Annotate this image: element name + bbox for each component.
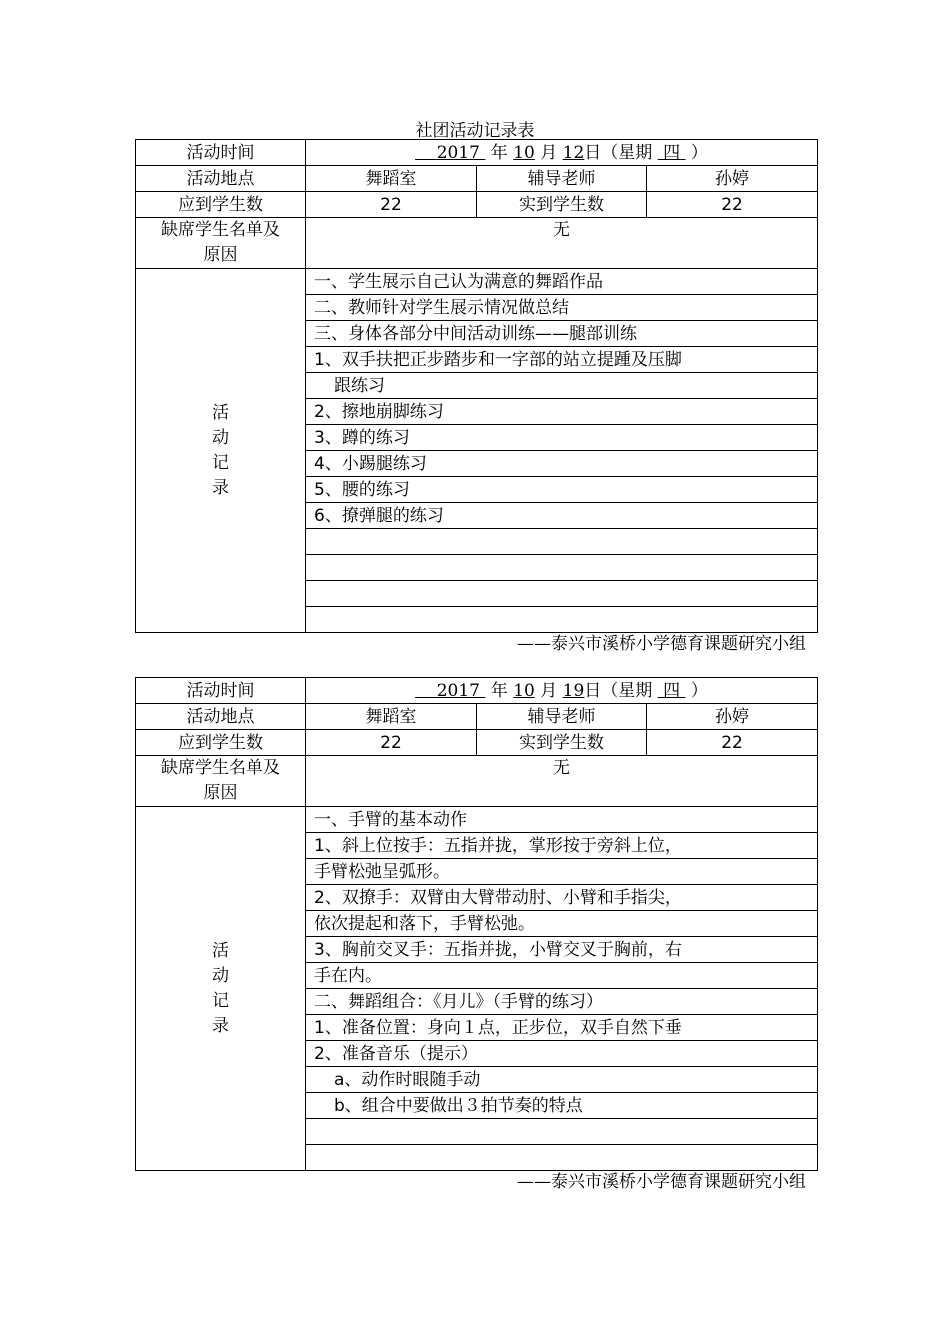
record-line-text: 1、斜上位按手：五指并拢，掌形按于旁斜上位， (306, 833, 818, 859)
record-line-text: 3、胸前交叉手：五指并拢，小臂交叉于胸前，右 (306, 937, 818, 963)
record-line-text: 1、双手扶把正步踏步和一字部的站立提踵及压脚 (306, 347, 818, 373)
record-line-text: 2、准备音乐（提示） (306, 1041, 818, 1067)
record-line-text: b、组合中要做出３拍节奏的特点 (306, 1093, 818, 1119)
record-line-text: 依次提起和落下，手臂松弛。 (306, 911, 818, 937)
record-table-2 (135, 677, 818, 1171)
record-line-text: 二、舞蹈组合：《月儿》（手臂的练习） (306, 989, 818, 1015)
date-month: 10 (513, 142, 535, 163)
record-label: 活 动 记 录 (136, 807, 306, 1171)
expected-label: 应到学生数 (136, 730, 306, 756)
date-month: 10 (513, 680, 535, 701)
absent-label: 缺席学生名单及 原因 (136, 756, 306, 807)
row-absent (136, 218, 818, 269)
absent-value: 无 (306, 756, 818, 807)
actual-value: 22 (647, 730, 818, 756)
footer-credit-1: ——泰兴市溪桥小学德育课题研究小组 (517, 634, 806, 654)
record-line-text (306, 1119, 818, 1145)
actual-value: 22 (647, 192, 818, 218)
teacher-value: 孙婷 (647, 704, 818, 730)
teacher-label: 辅导老师 (477, 704, 647, 730)
record-line (136, 807, 818, 833)
date-year: 2017 (436, 680, 480, 701)
date-weekday: 四 (663, 680, 681, 701)
place-label: 活动地点 (136, 166, 306, 192)
row-absent (136, 756, 818, 807)
actual-label: 实到学生数 (477, 730, 647, 756)
record-line-text: 2、双撩手：双臂由大臂带动肘、小臂和手指尖， (306, 885, 818, 911)
absent-value: 无 (306, 218, 818, 269)
record-line-text: 5、腰的练习 (306, 477, 818, 503)
record-label: 活 动 记 录 (136, 269, 306, 633)
record-line-text: 跟练习 (306, 373, 818, 399)
expected-label: 应到学生数 (136, 192, 306, 218)
page-title: 社团活动记录表 (415, 121, 535, 141)
place-label: 活动地点 (136, 704, 306, 730)
record-table-1 (135, 139, 818, 633)
date-day: 19 (562, 680, 585, 701)
record-line-text: 2、擦地崩脚练习 (306, 399, 818, 425)
record-line-text: 三、身体各部分中间活动训练——腿部训练 (306, 321, 818, 347)
record-line-text: 3、蹲的练习 (306, 425, 818, 451)
activity-date: 2017 年 10 月 12日（星期 四 ） (306, 140, 818, 166)
row-counts (136, 730, 818, 756)
teacher-label: 辅导老师 (477, 166, 647, 192)
row-time (136, 678, 818, 704)
row-place (136, 704, 818, 730)
record-line-text: 手在内。 (306, 963, 818, 989)
row-counts (136, 192, 818, 218)
place-value: 舞蹈室 (306, 166, 477, 192)
time-label: 活动时间 (136, 678, 306, 704)
actual-label: 实到学生数 (477, 192, 647, 218)
record-line-text: 二、教师针对学生展示情况做总结 (306, 295, 818, 321)
expected-value: 22 (306, 730, 477, 756)
record-line-text: 一、手臂的基本动作 (306, 807, 818, 833)
record-line-text: 手臂松弛呈弧形。 (306, 859, 818, 885)
record-line-text (306, 581, 818, 607)
time-label: 活动时间 (136, 140, 306, 166)
teacher-value: 孙婷 (647, 166, 818, 192)
record-line-text: a、动作时眼随手动 (306, 1067, 818, 1093)
record-line-text: 1、准备位置：身向１点，正步位，双手自然下垂 (306, 1015, 818, 1041)
place-value: 舞蹈室 (306, 704, 477, 730)
record-line-text (306, 555, 818, 581)
row-place (136, 166, 818, 192)
activity-date: 2017 年 10 月 19日（星期 四 ） (306, 678, 818, 704)
expected-value: 22 (306, 192, 477, 218)
row-time (136, 140, 818, 166)
date-weekday: 四 (663, 142, 681, 163)
record-line-text: 一、学生展示自己认为满意的舞蹈作品 (306, 269, 818, 295)
date-year: 2017 (436, 142, 480, 163)
absent-label: 缺席学生名单及 原因 (136, 218, 306, 269)
record-line-text: 4、小踢腿练习 (306, 451, 818, 477)
date-day: 12 (562, 142, 585, 163)
record-line-text (306, 529, 818, 555)
record-line (136, 269, 818, 295)
record-line-text: 6、撩弹腿的练习 (306, 503, 818, 529)
footer-credit-2: ——泰兴市溪桥小学德育课题研究小组 (517, 1172, 806, 1192)
